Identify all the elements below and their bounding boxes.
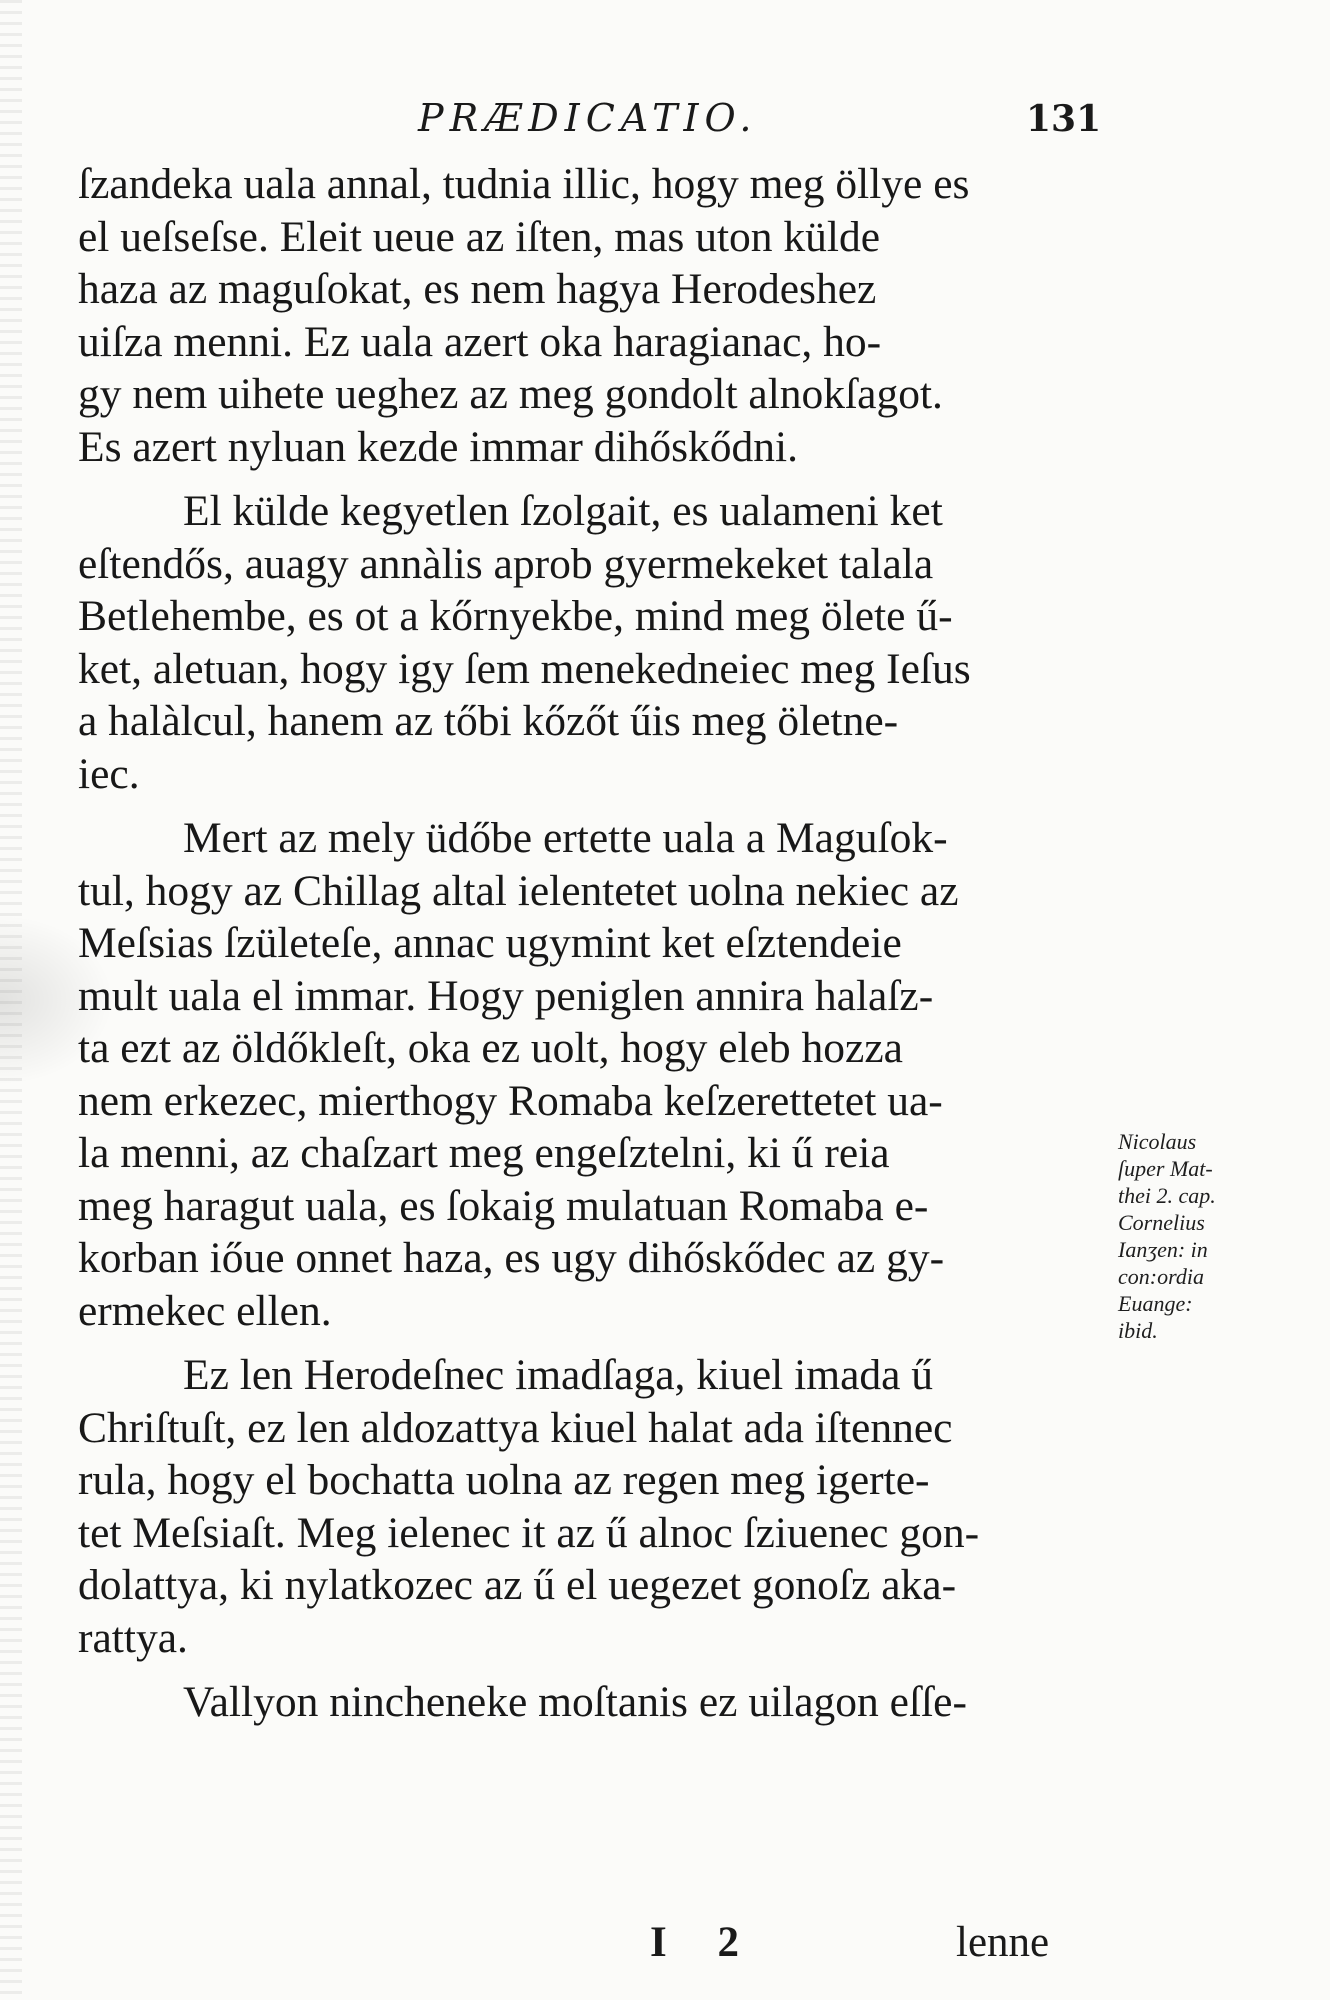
paragraph (78, 812, 1128, 1337)
page-header (0, 96, 1330, 156)
text-line: ket, aletuan, hogy igy ſem menekedneiec meg Ieſus (78, 644, 971, 693)
text-line: tet Meſsiaſt. Meg ielenec it az ű alnoc ſziuenec gon- (78, 1508, 980, 1557)
page-number: 131 (1026, 98, 1102, 140)
text-line: a halàlcul, hanem az tőbi kőzőt űis meg öletne- (78, 697, 899, 745)
text-line: Es azert nyluan kezde immar dihőskődni. (78, 422, 798, 471)
text-line: korban iőue onnet haza, es ugy dihőskődec az gy- (78, 1234, 945, 1282)
text-line: el ueſseſse. Eleit ueue az iſten, mas uton külde (78, 212, 881, 261)
catchword: lenne (956, 1919, 1050, 1966)
marginal-line: Euange: (1118, 1291, 1193, 1316)
text-line: Vallyon nincheneke moſtanis ez uilagon eſſe- (183, 1678, 967, 1726)
marginal-note (1118, 1128, 1318, 1344)
marginal-line: Nicolaus (1118, 1129, 1197, 1154)
marginal-line: ſuper Mat- (1118, 1156, 1213, 1181)
body-text (78, 158, 1128, 1729)
marginal-line: thei 2. cap. (1118, 1183, 1216, 1208)
text-line: Mert az mely üdőbe ertette uala a Maguſok- (183, 814, 948, 862)
page-edge-shadow (0, 0, 22, 2000)
text-line: El külde kegyetlen ſzolgait, es ualameni ket (183, 487, 943, 535)
text-line: eſtendős, auagy annàlis aprob gyermekeket talala (78, 539, 934, 588)
text-line: nem erkezec, mierthogy Romaba keſzerettetet ua- (78, 1076, 943, 1125)
marginal-line: Ianʒen: in (1118, 1237, 1208, 1262)
paragraph (78, 485, 1128, 800)
text-line: iec. (78, 749, 140, 798)
text-line: dolattya, ki nylatkozec az ű el uegezet gonoſz aka- (78, 1561, 957, 1609)
paragraph (78, 1349, 1128, 1664)
text-line: Chriſtuſt, ez len aldozattya kiuel halat ada iſtennec (78, 1403, 953, 1452)
signature-mark: I 2 (650, 1919, 739, 1966)
text-line: ermekec ellen. (78, 1286, 332, 1335)
text-line: gy nem uihete ueghez az meg gondolt alnokſagot. (78, 370, 943, 418)
text-line: la menni, az chaſzart meg engeſztelni, ki ű reia (78, 1129, 890, 1177)
text-line: rattya. (78, 1613, 188, 1662)
text-line: ſzandeka uala annal, tudnia illic, hogy meg öllye es (78, 160, 970, 208)
text-line: uiſza menni. Ez uala azert oka haragianac, ho- (78, 317, 882, 366)
marginal-line: Cornelius (1118, 1210, 1205, 1235)
text-line: Ez len Herodeſnec imadſaga, kiuel imada ű (183, 1351, 934, 1399)
text-line: rula, hogy el bochatta uolna az regen meg igerte- (78, 1456, 930, 1504)
text-line: tul, hogy az Chillag altal ielentetet uolna nekiec az (78, 866, 959, 915)
running-head: PRÆDICATIO. (418, 96, 758, 140)
text-line: ta ezt az öldőkleſt, oka ez uolt, hogy eleb hozza (78, 1024, 903, 1072)
paragraph (78, 1676, 1128, 1729)
text-line: meg haragut uala, es ſokaig mulatuan Romaba e- (78, 1181, 929, 1230)
text-line: Meſsias ſzületeſe, annac ugymint ket eſztendeie (78, 919, 902, 967)
paragraph (78, 158, 1128, 473)
text-line: Betlehembe, es ot a kőrnyekbe, mind meg ölete ű- (78, 592, 953, 640)
text-line: mult uala el immar. Hogy peniglen annira halaſz- (78, 971, 934, 1020)
marginal-line: ibid. (1118, 1318, 1158, 1343)
marginal-line: con:ordia (1118, 1264, 1204, 1289)
text-line: haza az maguſokat, es nem hagya Herodeshez (78, 265, 877, 313)
page-footer (0, 1918, 1330, 1978)
